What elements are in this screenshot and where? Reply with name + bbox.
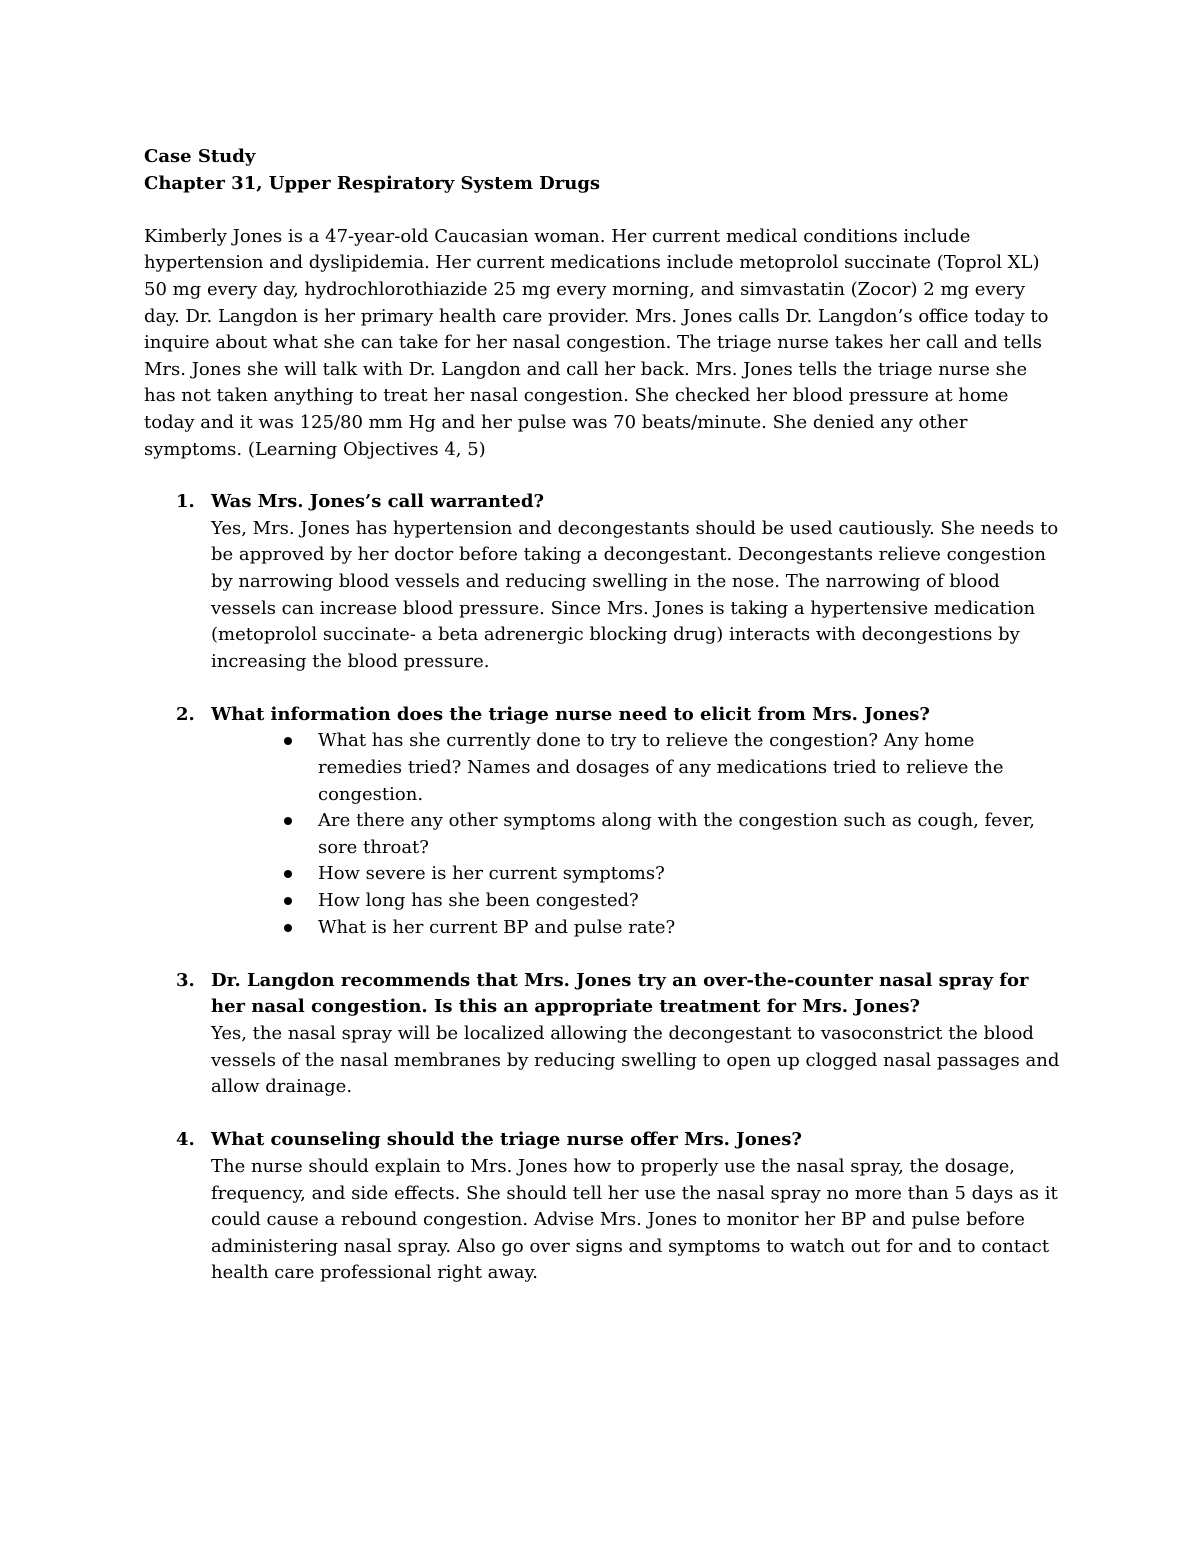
- case-intro-paragraph: Kimberly Jones is a 47-year-old Caucasian woman. Her current medical conditions include hypertension and dyslipidemia. Her current medications include metoprolol succinate (Toprol XL) 50 mg every day, hydrochlorothiazide 25 mg every morning, and simvastatin (Zocor) 2 mg every day. Dr. Langdon is her primary health care provider. Mrs. Jones calls Dr. Langdon’s office today to inquire about what she can take for her nasal congestion. The triage nurse takes her call and tells Mrs. Jones she will talk with Dr. Langdon and call her back. Mrs. Jones tells the triage nurse she has not taken anything to treat her nasal congestion. She checked her blood pressure at home today and it was 125/80 mm Hg and her pulse was 70 beats/minute. She denied any other symptoms. (Learning Objectives 4, 5): [144, 225, 1049, 460]
- question-text: Was Mrs. Jones’s call warranted?: [211, 491, 544, 513]
- question-list: [144, 489, 1064, 1287]
- question-text: What counseling should the triage nurse offer Mrs. Jones?: [211, 1129, 802, 1151]
- bullet-item: [211, 728, 1058, 808]
- question-item-4: [144, 1127, 1064, 1287]
- bullet-item: [211, 888, 1058, 915]
- bullet-item: [211, 915, 1058, 942]
- document-page: [144, 144, 1064, 1314]
- question-number: 4.: [176, 1129, 195, 1151]
- bullet-text: How severe is her current symptoms?: [318, 863, 665, 885]
- question-text: Dr. Langdon recommends that Mrs. Jones try an over-the-counter nasal spray for her nasal congestion. Is this an appropriate treatment for Mrs. Jones?: [211, 969, 1029, 1018]
- bullet-icon: [284, 897, 292, 905]
- chapter-title: Chapter 31, Upper Respiratory System Drugs: [144, 172, 601, 194]
- answer-text: The nurse should explain to Mrs. Jones how to properly use the nasal spray, the dosage, frequency, and side effects. She should tell her use the nasal spray no more than 5 days as it could cause a rebound congestion. Advise Mrs. Jones to monitor her BP and pulse before administering nasal spray. Also go over signs and symptoms to watch out for and to contact health care professional right away.: [211, 1155, 1058, 1284]
- answer-text: Yes, the nasal spray will be localized allowing the decongestant to vasoconstrict the blood vessels of the nasal membranes by reducing swelling to open up clogged nasal passages and allow drainage.: [211, 1023, 1060, 1098]
- bullet-text: How long has she been congested?: [318, 890, 639, 912]
- question-text: What information does the triage nurse need to elicit from Mrs. Jones?: [211, 703, 930, 725]
- bullet-icon: [284, 924, 292, 932]
- question-number: 2.: [176, 703, 195, 725]
- answer-text: Yes, Mrs. Jones has hypertension and decongestants should be used cautiously. She needs to be approved by her doctor before taking a decongestant. Decongestants relieve congestion by narrowing blood vessels and reducing swelling in the nose. The narrowing of blood vessels can increase blood pressure. Since Mrs. Jones is taking a hypertensive medication (metoprolol succinate- a beta adrenergic blocking drug) interacts with decongestions by increasing the blood pressure.: [211, 517, 1059, 672]
- document-title: Case Study: [144, 146, 256, 167]
- bullet-icon: [284, 817, 292, 825]
- question-item-3: [144, 968, 1064, 1101]
- question-item-2: [144, 702, 1064, 941]
- bullet-item: [211, 808, 1058, 861]
- bullet-icon: [284, 737, 292, 745]
- question-number: 1.: [176, 491, 195, 513]
- question-number: 3.: [176, 969, 195, 991]
- bullet-item: [211, 861, 1058, 888]
- bullet-text: What is her current BP and pulse rate?: [318, 916, 676, 938]
- bullet-text: What has she currently done to try to relieve the congestion? Any home remedies tried? Names and dosages of any medications tried to relieve the congestion.: [318, 730, 1004, 805]
- answer-bullet-list: [211, 728, 1064, 941]
- bullet-icon: [284, 870, 292, 878]
- question-item-1: [144, 489, 1064, 675]
- bullet-text: Are there any other symptoms along with the congestion such as cough, fever, sore throat?: [318, 810, 1035, 858]
